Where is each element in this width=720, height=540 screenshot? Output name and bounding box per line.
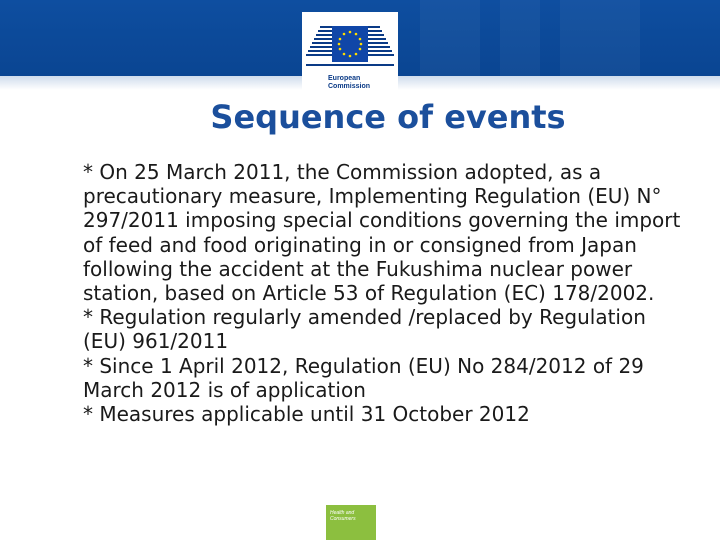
bullet-paragraph: * Since 1 April 2012, Regulation (EU) No 284/2012 of 29 March 2012 is of application xyxy=(83,353,644,402)
band-stripe xyxy=(500,0,540,76)
slide-title: Sequence of events xyxy=(210,98,566,136)
european-commission-logo xyxy=(302,12,398,98)
footer-label xyxy=(330,510,356,522)
footer-line-health: Health and xyxy=(330,510,355,516)
footer-line-consumers: Consumers xyxy=(330,516,356,522)
band-stripe xyxy=(420,0,480,76)
logo-label xyxy=(328,75,398,91)
slide-body xyxy=(83,160,683,426)
logo-line-european: European xyxy=(328,75,361,82)
health-consumers-badge xyxy=(326,505,376,540)
bullet-paragraph: * Regulation regularly amended /replaced by Regulation (EU) 961/2011 xyxy=(83,305,646,354)
band-stripe xyxy=(560,0,640,76)
bullet-paragraph: * On 25 March 2011, the Commission adopted, as a precautionary measure, Implementing Regulation (EU) N° 297/2011 imposing special conditions governing the import of feed and food originating in or consigned from Japan following the accident at the Fukushima nuclear power station, based on Article 53 of Regulation (EC) 178/2002. xyxy=(83,160,681,306)
logo-line-commission: Commission xyxy=(328,83,371,90)
eu-flag-building-icon xyxy=(304,14,396,74)
bullet-paragraph: * Measures applicable until 31 October 2012 xyxy=(83,402,530,427)
